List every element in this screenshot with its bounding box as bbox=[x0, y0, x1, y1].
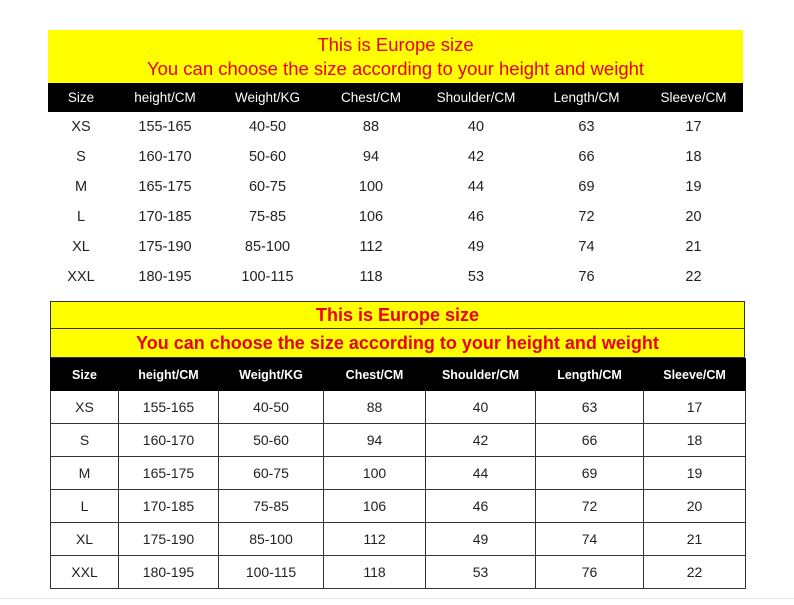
size-table bbox=[50, 358, 746, 589]
chart-subtitle: You can choose the size according to your height and weight bbox=[146, 57, 645, 79]
table-cell: 74 bbox=[536, 523, 644, 556]
table-cell: 100 bbox=[358, 179, 384, 195]
size-chart-bordered bbox=[50, 301, 745, 589]
table-cell: 50-60 bbox=[248, 149, 287, 165]
table-cell: 18 bbox=[644, 424, 746, 457]
table-cell: 53 bbox=[426, 556, 536, 589]
table-row bbox=[48, 232, 743, 262]
table-cell: 63 bbox=[578, 119, 595, 135]
table-cell: 44 bbox=[467, 179, 485, 195]
table-cell: 20 bbox=[685, 209, 702, 225]
table-cell: 22 bbox=[644, 556, 746, 589]
table-cell: 75-85 bbox=[219, 490, 324, 523]
table-cell: 72 bbox=[578, 209, 595, 225]
table-cell: 40-50 bbox=[219, 391, 324, 424]
table-header-row bbox=[51, 359, 746, 391]
size-label-cell: M bbox=[51, 457, 119, 490]
column-header: Size bbox=[48, 83, 114, 112]
column-header: Sleeve/CM bbox=[644, 359, 746, 391]
table-cell: 170-185 bbox=[138, 209, 192, 225]
table-cell: 165-175 bbox=[138, 179, 192, 195]
table-cell: 49 bbox=[426, 523, 536, 556]
table-cell: 40 bbox=[467, 119, 485, 135]
table-cell: 94 bbox=[324, 424, 426, 457]
table-cell: 112 bbox=[324, 523, 426, 556]
table-cell: 50-60 bbox=[219, 424, 324, 457]
table-cell: 175-190 bbox=[119, 523, 219, 556]
table-row bbox=[51, 424, 746, 457]
table-cell: 20 bbox=[644, 490, 746, 523]
table-cell: 170-185 bbox=[119, 490, 219, 523]
table-row bbox=[48, 172, 743, 202]
table-cell: 46 bbox=[426, 490, 536, 523]
table-row bbox=[51, 490, 746, 523]
table-cell: 106 bbox=[324, 490, 426, 523]
table-cell: 100 bbox=[324, 457, 426, 490]
table-cell: 69 bbox=[536, 457, 644, 490]
table-row bbox=[51, 556, 746, 589]
size-label-cell: M bbox=[74, 179, 88, 195]
table-cell: 19 bbox=[644, 457, 746, 490]
size-label-cell: XL bbox=[72, 239, 90, 255]
table-cell: 180-195 bbox=[138, 269, 192, 285]
table-cell: 112 bbox=[359, 239, 383, 255]
table-cell: 17 bbox=[644, 391, 746, 424]
column-header: height/CM bbox=[114, 83, 216, 112]
table-cell: 42 bbox=[467, 149, 485, 165]
table-cell: 18 bbox=[685, 149, 702, 165]
table-cell: 88 bbox=[324, 391, 426, 424]
table-cell: 46 bbox=[467, 209, 485, 225]
table-cell: 21 bbox=[685, 239, 702, 255]
chart-subtitle: You can choose the size according to your height and weight bbox=[50, 329, 745, 358]
size-label-cell: L bbox=[51, 490, 119, 523]
table-cell: 74 bbox=[578, 239, 595, 255]
chart-title: This is Europe size bbox=[50, 301, 745, 329]
chart-title: This is Europe size bbox=[317, 33, 474, 55]
table-cell: 40 bbox=[426, 391, 536, 424]
table-cell: 106 bbox=[358, 209, 384, 225]
size-label-cell: S bbox=[76, 149, 86, 165]
table-row bbox=[48, 142, 743, 172]
table-cell: 60-75 bbox=[219, 457, 324, 490]
table-cell: 53 bbox=[467, 269, 485, 285]
table-cell: 63 bbox=[536, 391, 644, 424]
table-cell: 17 bbox=[685, 119, 702, 135]
table-cell: 155-165 bbox=[138, 119, 192, 135]
table-cell: 19 bbox=[685, 179, 702, 195]
size-label-cell: S bbox=[51, 424, 119, 457]
table-cell: 76 bbox=[578, 269, 595, 285]
table-cell: 175-190 bbox=[138, 239, 192, 255]
column-header: Chest/CM bbox=[324, 359, 426, 391]
table-cell: 49 bbox=[467, 239, 485, 255]
table-cell: 100-115 bbox=[219, 556, 324, 589]
table-cell: 76 bbox=[536, 556, 644, 589]
size-label-cell: XS bbox=[51, 391, 119, 424]
column-header: Weight/KG bbox=[216, 83, 319, 112]
table-cell: 94 bbox=[362, 149, 380, 165]
size-label-cell: XXL bbox=[67, 269, 95, 285]
table-cell: 44 bbox=[426, 457, 536, 490]
table-cell: 69 bbox=[578, 179, 595, 195]
table-cell: 85-100 bbox=[244, 239, 291, 255]
table-row bbox=[48, 202, 743, 232]
table-cell: 66 bbox=[578, 149, 595, 165]
size-chart-plain bbox=[48, 30, 743, 292]
table-cell: 42 bbox=[426, 424, 536, 457]
table-cell: 160-170 bbox=[138, 149, 192, 165]
table-row bbox=[51, 391, 746, 424]
table-cell: 100-115 bbox=[241, 269, 294, 285]
size-label-cell: L bbox=[76, 209, 86, 225]
column-header: Shoulder/CM bbox=[423, 83, 529, 112]
table-row bbox=[51, 523, 746, 556]
table-row bbox=[51, 457, 746, 490]
column-header: Weight/KG bbox=[219, 359, 324, 391]
column-header: Length/CM bbox=[536, 359, 644, 391]
table-cell: 118 bbox=[324, 556, 426, 589]
size-label-cell: XS bbox=[71, 119, 91, 135]
column-header: Size bbox=[51, 359, 119, 391]
table-cell: 22 bbox=[685, 269, 702, 285]
table-cell: 155-165 bbox=[119, 391, 219, 424]
table-cell: 160-170 bbox=[119, 424, 219, 457]
table-cell: 21 bbox=[644, 523, 746, 556]
table-cell: 60-75 bbox=[248, 179, 287, 195]
table-cell: 118 bbox=[359, 269, 383, 285]
table-cell: 66 bbox=[536, 424, 644, 457]
size-label-cell: XXL bbox=[51, 556, 119, 589]
size-table bbox=[48, 83, 743, 292]
table-cell: 75-85 bbox=[248, 209, 287, 225]
column-header: Length/CM bbox=[529, 83, 644, 112]
table-row bbox=[48, 112, 743, 142]
table-row bbox=[48, 262, 743, 292]
column-header: Shoulder/CM bbox=[426, 359, 536, 391]
column-header: Chest/CM bbox=[319, 83, 423, 112]
column-header: Sleeve/CM bbox=[644, 83, 743, 112]
table-header-row bbox=[48, 83, 743, 112]
table-cell: 85-100 bbox=[219, 523, 324, 556]
chart-banner bbox=[48, 30, 743, 83]
table-cell: 180-195 bbox=[119, 556, 219, 589]
bottom-divider bbox=[0, 598, 794, 599]
size-label-cell: XL bbox=[51, 523, 119, 556]
table-cell: 40-50 bbox=[248, 119, 287, 135]
table-cell: 165-175 bbox=[119, 457, 219, 490]
column-header: height/CM bbox=[119, 359, 219, 391]
table-cell: 88 bbox=[362, 119, 380, 135]
table-cell: 72 bbox=[536, 490, 644, 523]
